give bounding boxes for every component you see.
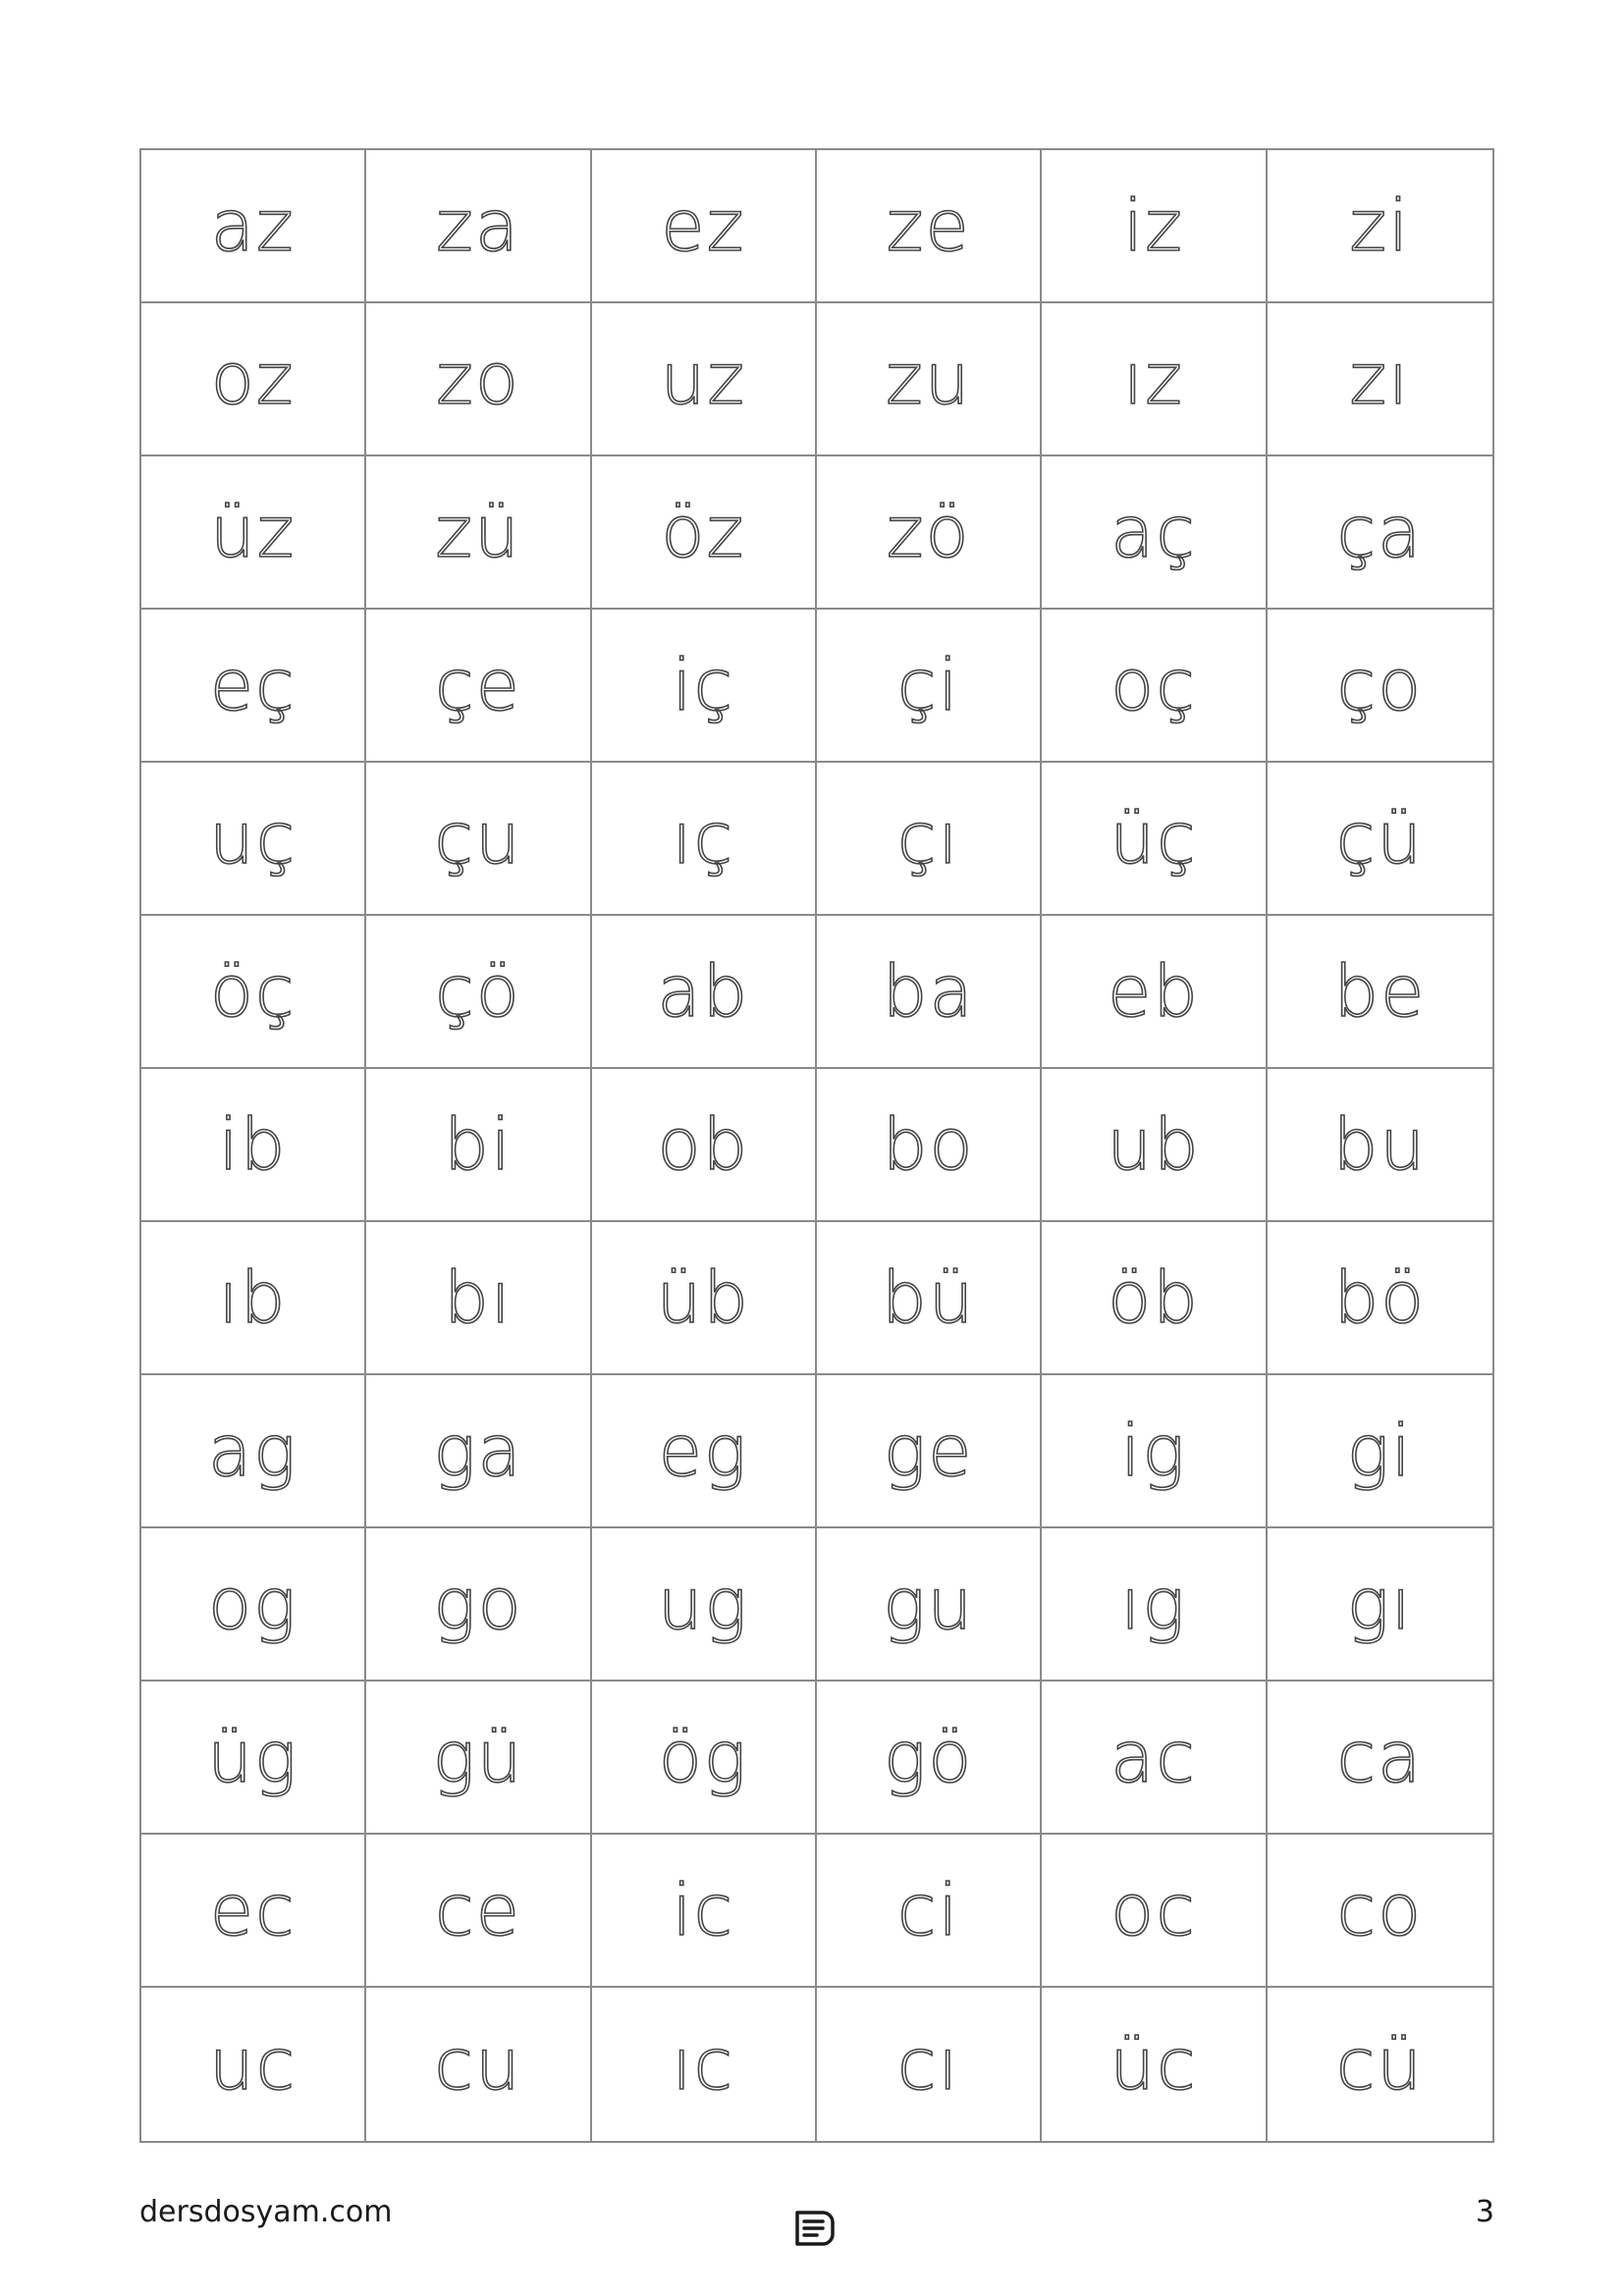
syllable-trace-text: ba	[882, 950, 975, 1033]
grid-cell	[1268, 150, 1492, 303]
syllable-trace-text: üç	[1110, 797, 1198, 880]
grid-cell	[1042, 1375, 1267, 1528]
page-number: 3	[1475, 2195, 1494, 2229]
grid-cell	[1268, 1528, 1492, 1682]
grid-cell	[366, 1528, 591, 1682]
syllable-trace-text: ız	[1123, 338, 1184, 420]
grid-cell	[141, 1069, 366, 1222]
syllable-trace-text: og	[208, 1563, 298, 1645]
syllable-tracing-grid	[139, 148, 1494, 2143]
syllable-trace-text: ub	[1107, 1103, 1201, 1186]
syllable-trace-text: ze	[886, 185, 971, 267]
grid-cell	[141, 1682, 366, 1835]
grid-cell	[141, 1835, 366, 1988]
grid-cell	[366, 1988, 591, 2141]
grid-cell	[592, 1222, 817, 1375]
grid-cell	[817, 456, 1042, 610]
syllable-trace-text: eg	[658, 1410, 749, 1492]
grid-cell	[817, 1682, 1042, 1835]
syllable-trace-text: oç	[1110, 644, 1197, 726]
grid-cell	[1042, 1835, 1267, 1988]
syllable-trace-text: oc	[1110, 1869, 1197, 1951]
grid-cell	[817, 1375, 1042, 1528]
syllable-trace-text: ci	[896, 1869, 960, 1951]
syllable-trace-text: ca	[1336, 1716, 1424, 1798]
syllable-trace-text: ça	[1336, 491, 1424, 573]
syllable-trace-text: öç	[209, 950, 297, 1033]
grid-cell	[1042, 916, 1267, 1069]
syllable-trace-text: zü	[435, 491, 521, 573]
grid-cell	[1268, 1682, 1492, 1835]
syllable-trace-text: eç	[209, 644, 297, 726]
grid-cell	[1042, 150, 1267, 303]
syllable-trace-text: cü	[1335, 2023, 1424, 2106]
document-lines-icon	[793, 2209, 837, 2248]
grid-cell	[592, 1375, 817, 1528]
syllable-trace-text: zu	[885, 338, 972, 420]
syllable-trace-text: ög	[658, 1716, 748, 1798]
syllable-trace-text: bü	[881, 1256, 976, 1339]
syllable-trace-text: üb	[656, 1256, 750, 1339]
syllable-trace-text: çı	[896, 797, 960, 880]
grid-cell	[592, 1835, 817, 1988]
syllable-trace-text: çö	[435, 950, 521, 1033]
grid-cell	[366, 1222, 591, 1375]
syllable-trace-text: gi	[1346, 1410, 1413, 1492]
syllable-trace-text: bö	[1333, 1256, 1427, 1339]
grid-cell	[1042, 1988, 1267, 2141]
syllable-trace-text: ac	[1110, 1716, 1197, 1798]
grid-cell	[592, 1682, 817, 1835]
syllable-trace-text: çu	[434, 797, 522, 880]
grid-cell	[817, 1528, 1042, 1682]
syllable-trace-text: üz	[209, 491, 297, 573]
syllable-trace-text: ez	[661, 185, 746, 267]
grid-cell	[817, 916, 1042, 1069]
syllable-trace-text: ob	[657, 1103, 750, 1186]
syllable-trace-text: co	[1336, 1869, 1424, 1951]
syllable-trace-text: bu	[1332, 1103, 1427, 1186]
grid-cell	[366, 1069, 591, 1222]
syllable-trace-text: uc	[209, 2023, 298, 2106]
grid-cell	[366, 610, 591, 763]
syllable-trace-text: bi	[444, 1103, 513, 1186]
syllable-trace-text: gö	[884, 1716, 974, 1798]
syllable-trace-text: cı	[896, 2023, 960, 2106]
grid-cell	[141, 916, 366, 1069]
grid-cell	[817, 150, 1042, 303]
syllable-trace-text: iz	[1123, 185, 1184, 267]
syllable-trace-text: zö	[886, 491, 971, 573]
syllable-trace-text: za	[436, 185, 520, 267]
grid-cell	[817, 1835, 1042, 1988]
grid-cell	[1268, 610, 1492, 763]
syllable-trace-text: go	[433, 1563, 523, 1645]
grid-cell	[592, 1988, 817, 2141]
syllable-trace-text: iç	[672, 644, 735, 726]
grid-cell	[817, 763, 1042, 916]
syllable-trace-text: cu	[434, 2023, 522, 2106]
grid-cell	[1268, 456, 1492, 610]
grid-cell	[141, 1375, 366, 1528]
grid-cell	[592, 303, 817, 456]
syllable-trace-text: üg	[207, 1716, 299, 1798]
footer-website: dersdosyam.com	[139, 2195, 393, 2229]
grid-cell	[366, 150, 591, 303]
syllable-trace-text: gı	[1346, 1563, 1413, 1645]
syllable-trace-text: ug	[657, 1563, 749, 1645]
grid-cell	[592, 916, 817, 1069]
syllable-trace-text: bı	[444, 1256, 513, 1339]
grid-cell	[1268, 1069, 1492, 1222]
syllable-trace-text: ec	[209, 1869, 297, 1951]
syllable-trace-text: öz	[661, 491, 746, 573]
grid-cell	[141, 1222, 366, 1375]
grid-cell	[817, 1222, 1042, 1375]
grid-cell	[1268, 1375, 1492, 1528]
syllable-trace-text: eb	[1107, 950, 1200, 1033]
syllable-trace-text: be	[1333, 950, 1427, 1033]
syllable-trace-text: ig	[1120, 1410, 1187, 1492]
grid-cell	[592, 763, 817, 916]
syllable-trace-text: ıc	[672, 2023, 735, 2106]
grid-cell	[366, 1682, 591, 1835]
grid-cell	[141, 1988, 366, 2141]
grid-cell	[141, 763, 366, 916]
grid-cell	[1042, 763, 1267, 916]
grid-cell	[1042, 456, 1267, 610]
grid-cell	[366, 1375, 591, 1528]
grid-cell	[817, 1988, 1042, 2141]
grid-cell	[366, 456, 591, 610]
syllable-trace-text: zo	[436, 338, 520, 420]
syllable-trace-text: ıb	[218, 1256, 288, 1339]
grid-cell	[817, 303, 1042, 456]
grid-cell	[1042, 1222, 1267, 1375]
grid-cell	[1042, 610, 1267, 763]
syllable-trace-text: gu	[883, 1563, 975, 1645]
grid-cell	[1042, 303, 1267, 456]
syllable-trace-text: ıg	[1120, 1563, 1187, 1645]
syllable-trace-text: ab	[657, 950, 750, 1033]
syllable-trace-text: zı	[1349, 338, 1411, 420]
syllable-trace-text: oz	[210, 338, 296, 420]
grid-cell	[141, 150, 366, 303]
syllable-trace-text: az	[210, 185, 296, 267]
syllable-trace-text: bo	[882, 1103, 975, 1186]
grid-cell	[817, 1069, 1042, 1222]
grid-cell	[1268, 1988, 1492, 2141]
grid-cell	[1268, 1222, 1492, 1375]
syllable-trace-text: çe	[435, 644, 521, 726]
syllable-trace-text: ic	[672, 1869, 735, 1951]
syllable-trace-text: ce	[435, 1869, 521, 1951]
syllable-trace-text: uz	[660, 338, 747, 420]
syllable-trace-text: aç	[1110, 491, 1197, 573]
grid-cell	[817, 610, 1042, 763]
grid-cell	[1268, 1835, 1492, 1988]
grid-cell	[592, 456, 817, 610]
grid-cell	[592, 610, 817, 763]
syllable-trace-text: zi	[1349, 185, 1411, 267]
syllable-trace-text: ag	[208, 1410, 298, 1492]
grid-cell	[141, 303, 366, 456]
grid-cell	[1268, 916, 1492, 1069]
syllable-trace-text: ga	[433, 1410, 523, 1492]
grid-cell	[1268, 763, 1492, 916]
grid-cell	[1042, 1069, 1267, 1222]
syllable-trace-text: gü	[432, 1716, 524, 1798]
grid-cell	[592, 1528, 817, 1682]
syllable-trace-text: ıç	[672, 797, 735, 880]
grid-cell	[141, 456, 366, 610]
syllable-trace-text: uç	[209, 797, 298, 880]
grid-cell	[1042, 1528, 1267, 1682]
syllable-trace-text: ib	[218, 1103, 288, 1186]
grid-cell	[366, 303, 591, 456]
grid-cell	[141, 1528, 366, 1682]
syllable-trace-text: ge	[883, 1410, 974, 1492]
syllable-trace-text: öb	[1108, 1256, 1200, 1339]
grid-cell	[1268, 303, 1492, 456]
syllable-trace-text: çi	[896, 644, 960, 726]
grid-cell	[141, 610, 366, 763]
grid-cell	[592, 150, 817, 303]
grid-cell	[1042, 1682, 1267, 1835]
syllable-trace-text: çü	[1335, 797, 1424, 880]
grid-cell	[592, 1069, 817, 1222]
grid-cell	[366, 1835, 591, 1988]
grid-cell	[366, 763, 591, 916]
grid-cell	[366, 916, 591, 1069]
syllable-trace-text: üc	[1110, 2023, 1198, 2106]
syllable-trace-text: ço	[1336, 644, 1424, 726]
